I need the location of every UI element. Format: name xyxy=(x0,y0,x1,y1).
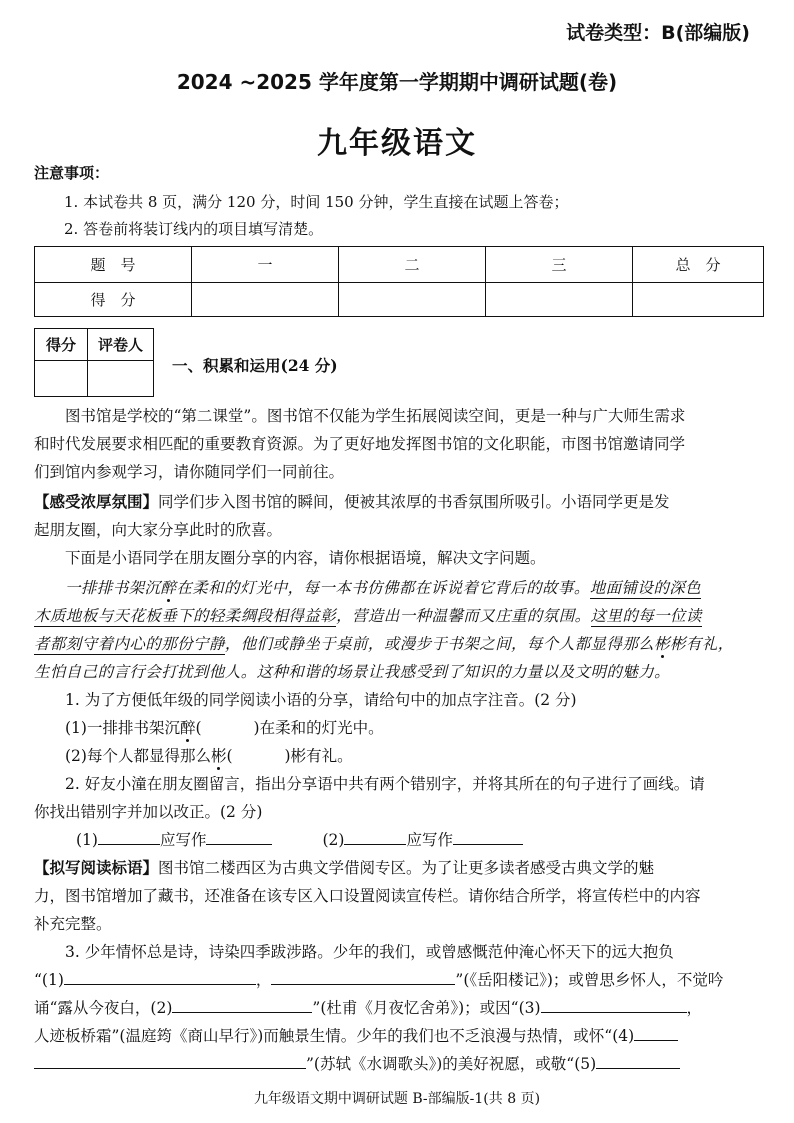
part1-line xyxy=(34,492,764,512)
poem-blank[interactable] xyxy=(172,998,312,1013)
q3-line xyxy=(34,998,764,1018)
q1-stem: 1. 为了方便低年级的同学阅读小语的分享，请给句中的加点字注音。(2 分) xyxy=(65,691,577,709)
q2-answers xyxy=(34,830,764,850)
score-cell[interactable] xyxy=(633,283,764,317)
q3-line xyxy=(34,1026,764,1046)
underlined-sentence: 地面铺设的深色 xyxy=(589,579,702,597)
q2-stem: 你找出错别字并加以改正。(2 分) xyxy=(34,803,263,821)
paren: ) xyxy=(253,719,260,737)
part-text: 同学们步入图书馆的瞬间，便被其浓厚的书香氛围所吸引。小语同学更是发 xyxy=(158,493,670,511)
share-text: ，他们或静坐于桌前，或漫步于书架之间，每个人都显得那么 xyxy=(224,635,655,653)
answer-blank[interactable] xyxy=(98,830,160,845)
underlined-sentence: 这里的每一位读 xyxy=(590,607,702,625)
dotted-char: 醉 xyxy=(160,579,177,597)
score-table-header: 题 号 xyxy=(35,247,192,283)
intro-line: 图书馆是学校的“第二课堂”。图书馆不仅能为学生拓展阅读空间，更是一种与广大师生需求 xyxy=(65,407,686,425)
share-intro: 下面是小语同学在朋友圈分享的内容，请你根据语境，解决文字问题。 xyxy=(65,549,546,567)
notice-heading: 注意事项： xyxy=(34,164,110,182)
dotted-char: 醉 xyxy=(179,719,196,737)
share-line: 生怕自己的言行会打扰到他人。这种和谐的场景让我感受到了知识的力量以及文明的魅力。 xyxy=(34,663,671,681)
paper-type-label: 试卷类型：B(部编版) xyxy=(566,22,750,44)
grader-score-label: 得分 xyxy=(35,329,88,361)
poem-blank[interactable] xyxy=(541,998,687,1013)
poem-blank[interactable] xyxy=(271,970,455,985)
q3-text: ， xyxy=(686,999,703,1017)
poem-blank[interactable] xyxy=(634,1026,678,1041)
q2-label: 应写作 xyxy=(159,831,207,849)
q3-text: ”(《岳阳楼记》)；或曾思乡怀人，不觉吟 xyxy=(455,971,724,989)
q3-text: ”(苏轼《水调歌头》)的美好祝愿，或敬“(5) xyxy=(306,1055,597,1073)
share-line xyxy=(34,634,764,654)
q1-text: 彬有礼。 xyxy=(290,747,353,765)
share-line xyxy=(34,606,764,626)
poem-blank[interactable] xyxy=(64,970,256,985)
score-cell[interactable] xyxy=(192,283,339,317)
notice-item-2: 2. 答卷前将装订线内的项目填写清楚。 xyxy=(64,220,324,238)
share-line xyxy=(34,578,764,598)
q3-line xyxy=(34,1054,764,1074)
share-text: ，营造出一种温馨而又庄重的氛围。 xyxy=(336,607,591,625)
score-table-row-label: 得 分 xyxy=(35,283,192,317)
notice-item-1: 1. 本试卷共 8 页，满分 120 分，时间 150 分钟，学生直接在试题上答卷； xyxy=(64,193,569,211)
q3-line: 3. 少年情怀总是诗，诗染四季跋涉路。少年的我们，或曾感慨范仲淹心怀天下的远大抱负 xyxy=(65,943,674,961)
underlined-sentence: 木质地板与天花板垂下的轻柔绸段相得益彰 xyxy=(34,607,337,625)
part-text: 图书馆二楼西区为古典文学借阅专区。为了让更多读者感受古典文学的魅 xyxy=(158,859,655,877)
q1-text: (1)一排排书架沉 xyxy=(65,719,180,737)
share-text: 一排排书架沉 xyxy=(65,579,161,597)
part1-line: 起朋友圈，向大家分享此时的欣喜。 xyxy=(34,521,283,539)
poem-blank[interactable] xyxy=(34,1054,306,1069)
q3-text: 人迹板桥霜”(温庭筠《商山早行》)而触景生情。少年的我们也不乏浪漫与热情，或怀“(4) xyxy=(34,1027,635,1045)
exam-title: 2024 ~2025 学年度第一学期期中调研试题(卷) xyxy=(176,70,618,94)
grader-score-cell[interactable] xyxy=(35,361,88,397)
q2-stem: 2. 好友小潼在朋友圈留言，指出分享语中共有两个错别字，并将其所在的句子进行了画线。请 xyxy=(65,775,705,793)
share-text: 彬有礼， xyxy=(670,635,734,653)
paren: ( xyxy=(195,719,202,737)
subject-title: 九年级语文 xyxy=(317,126,477,161)
answer-blank[interactable] xyxy=(206,830,272,845)
q3-text: ”(杜甫《月夜忆舍弟》)；或因“(3) xyxy=(312,999,541,1017)
part2-line: 补充完整。 xyxy=(34,915,112,933)
answer-blank[interactable] xyxy=(453,830,523,845)
underlined-sentence: 者都刻守着内心的那份宁静 xyxy=(34,635,225,653)
q3-text: ， xyxy=(255,971,272,989)
q1-text: (2)每个人都显得那么 xyxy=(65,747,211,765)
dotted-char: 彬 xyxy=(210,747,227,765)
page-footer: 九年级语文期中调研试题 B-部编版-1(共 8 页) xyxy=(253,1091,541,1107)
q3-text: “(1) xyxy=(34,971,64,989)
part2-line: 力，图书馆增加了藏书，还准备在该专区入口设置阅读宣传栏。请你结合所学，将宣传栏中的内容 xyxy=(34,887,701,905)
dotted-char: 彬 xyxy=(654,635,671,653)
paren: ( xyxy=(226,747,233,765)
q2-label: (2) xyxy=(322,831,345,849)
grader-name-cell[interactable] xyxy=(88,361,154,397)
q3-text: 诵“露从今夜白，(2) xyxy=(34,999,173,1017)
section-heading: 一、积累和运用(24 分) xyxy=(172,356,338,375)
part-tag: 【拟写阅读标语】 xyxy=(34,858,159,877)
q1-text: 在柔和的灯光中。 xyxy=(259,719,384,737)
poem-blank[interactable] xyxy=(596,1054,680,1069)
intro-line: 们到馆内参观学习，请你随同学们一同前往。 xyxy=(34,463,345,481)
part-tag: 【感受浓厚氛围】 xyxy=(34,492,159,511)
grader-box xyxy=(34,328,154,397)
q2-label: 应写作 xyxy=(406,831,453,849)
q1-answer-1 xyxy=(34,718,764,738)
score-table-header: 二 xyxy=(339,247,486,283)
score-table-header: 总 分 xyxy=(633,247,764,283)
intro-line: 和时代发展要求相匹配的重要教育资源。为了更好地发挥图书馆的文化职能，市图书馆邀请同学 xyxy=(34,435,686,453)
score-cell[interactable] xyxy=(339,283,486,317)
score-table xyxy=(34,246,764,317)
answer-blank[interactable] xyxy=(344,830,406,845)
score-table-header: 三 xyxy=(486,247,633,283)
share-text: 在柔和的灯光中，每一本书仿佛都在诉说着它背后的故事。 xyxy=(176,579,590,597)
q2-label: (1) xyxy=(76,831,98,849)
paren: ) xyxy=(284,747,291,765)
score-table-header: 一 xyxy=(192,247,339,283)
q3-line xyxy=(34,970,764,990)
grader-name-label: 评卷人 xyxy=(88,329,154,361)
q1-answer-2 xyxy=(34,746,764,766)
part2-line xyxy=(34,858,764,878)
score-cell[interactable] xyxy=(486,283,633,317)
